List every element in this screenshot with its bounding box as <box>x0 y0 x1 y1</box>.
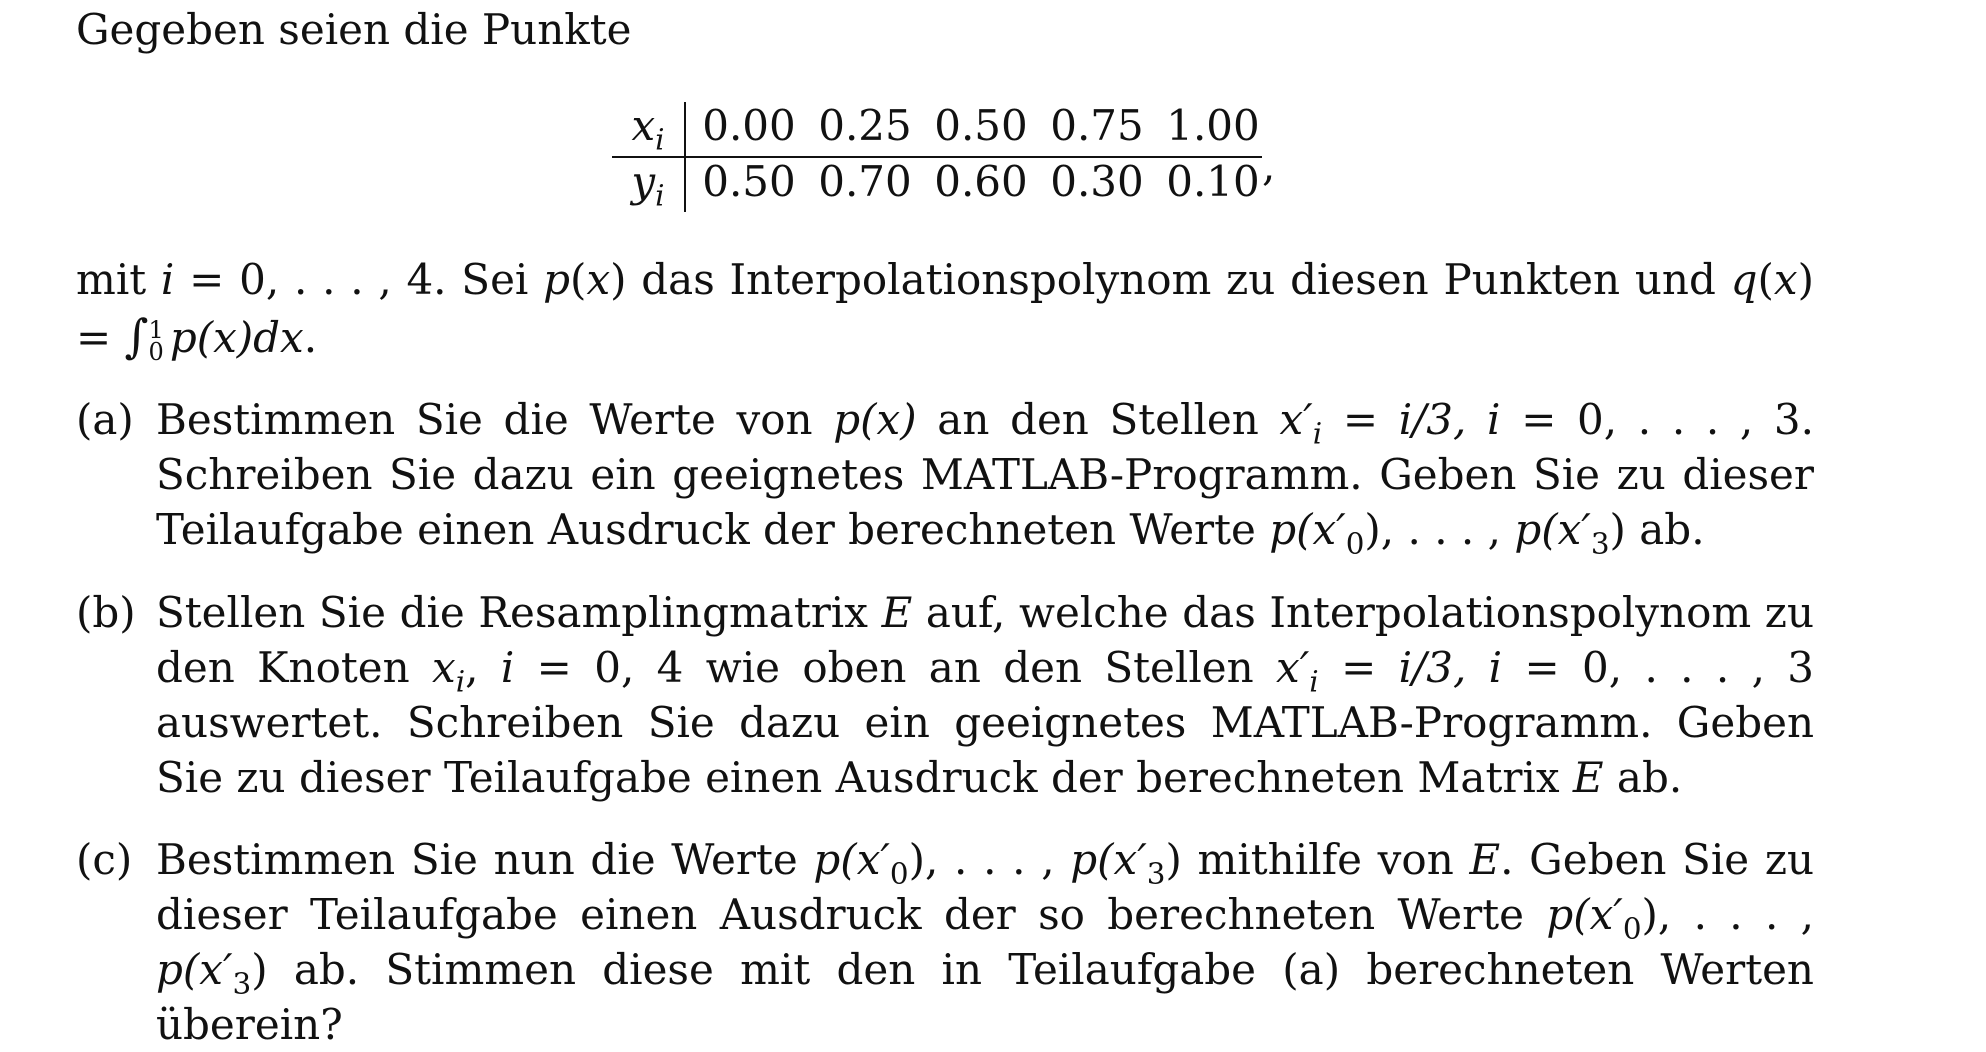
table-cell: 0.25 <box>818 101 912 150</box>
table-cell: 0.50 <box>702 157 796 206</box>
subtask-text: Bestimmen Sie nun die Werte $p(x'_0)$, . . . , $p(x'_3)$ mithilfe von E. Geben Sie zu dieser Teilaufgabe einen Ausdruck der so berechneten Werte $p(x'_0)$, . . . , $p(x'_3)$ ab. Stimmen diese mit den in Teilaufgabe (a) berechneten Werten überein? <box>156 835 1814 1049</box>
row-label-x: $x_i$ <box>631 101 665 157</box>
intro-text: Gegeben seien die Punkte <box>76 5 632 54</box>
problem-statement: mit i = 0, . . . , 4. Sei p(x) das Interpolationspolynom zu diesen Punkten und q(x) = ∫ 1 0 p(x)dx. <box>76 255 1814 366</box>
table-cell: 1.00 <box>1166 101 1260 150</box>
table-trailing-comma: , <box>1262 141 1276 190</box>
table-cell: 0.60 <box>934 157 1028 206</box>
table-cell: 0.30 <box>1050 157 1144 206</box>
table-cell: 0.50 <box>934 101 1028 150</box>
row-label-y: $y_i$ <box>631 157 665 213</box>
table-cell: 0.70 <box>818 157 912 206</box>
subtask-text: Bestimmen Sie die Werte von p(x) an den Stellen $x'_i = i/3$, i = 0, . . . , 3. Schreiben Sie dazu ein geeignetes MATLAB-Programm. Geben Sie zu dieser Teilaufgabe einen Ausdruck der berechneten Werte $p(x'_0)$, . . . , $p(x'_3)$ ab. <box>156 395 1814 561</box>
subtask-text: Stellen Sie die Resamplingmatrix E auf, welche das Interpolationspolynom zu den Knoten $x_i$, i = 0, 4 wie oben an den Stellen $x'_i = i/3$, i = 0, . . . , 3 auswertet. Schreiben Sie dazu ein geeignetes MATLAB-Programm. Geben Sie zu dieser Teilaufgabe einen Ausdruck der berechneten Matrix E ab. <box>156 588 1815 802</box>
points-table <box>612 98 1276 218</box>
subtask-label: (a) <box>76 395 134 444</box>
integral-expression: ∫ 1 0 p(x)dx. <box>124 309 318 366</box>
subtask-label: (c) <box>76 835 133 884</box>
subtask-label: (b) <box>76 588 136 637</box>
table-cell: 0.75 <box>1050 101 1144 150</box>
subtask-a <box>76 392 1814 561</box>
subtask-c <box>76 832 1814 1052</box>
subtask-b <box>76 585 1814 805</box>
table-cell: 0.10 <box>1166 157 1260 206</box>
table-cell: 0.00 <box>702 101 796 150</box>
